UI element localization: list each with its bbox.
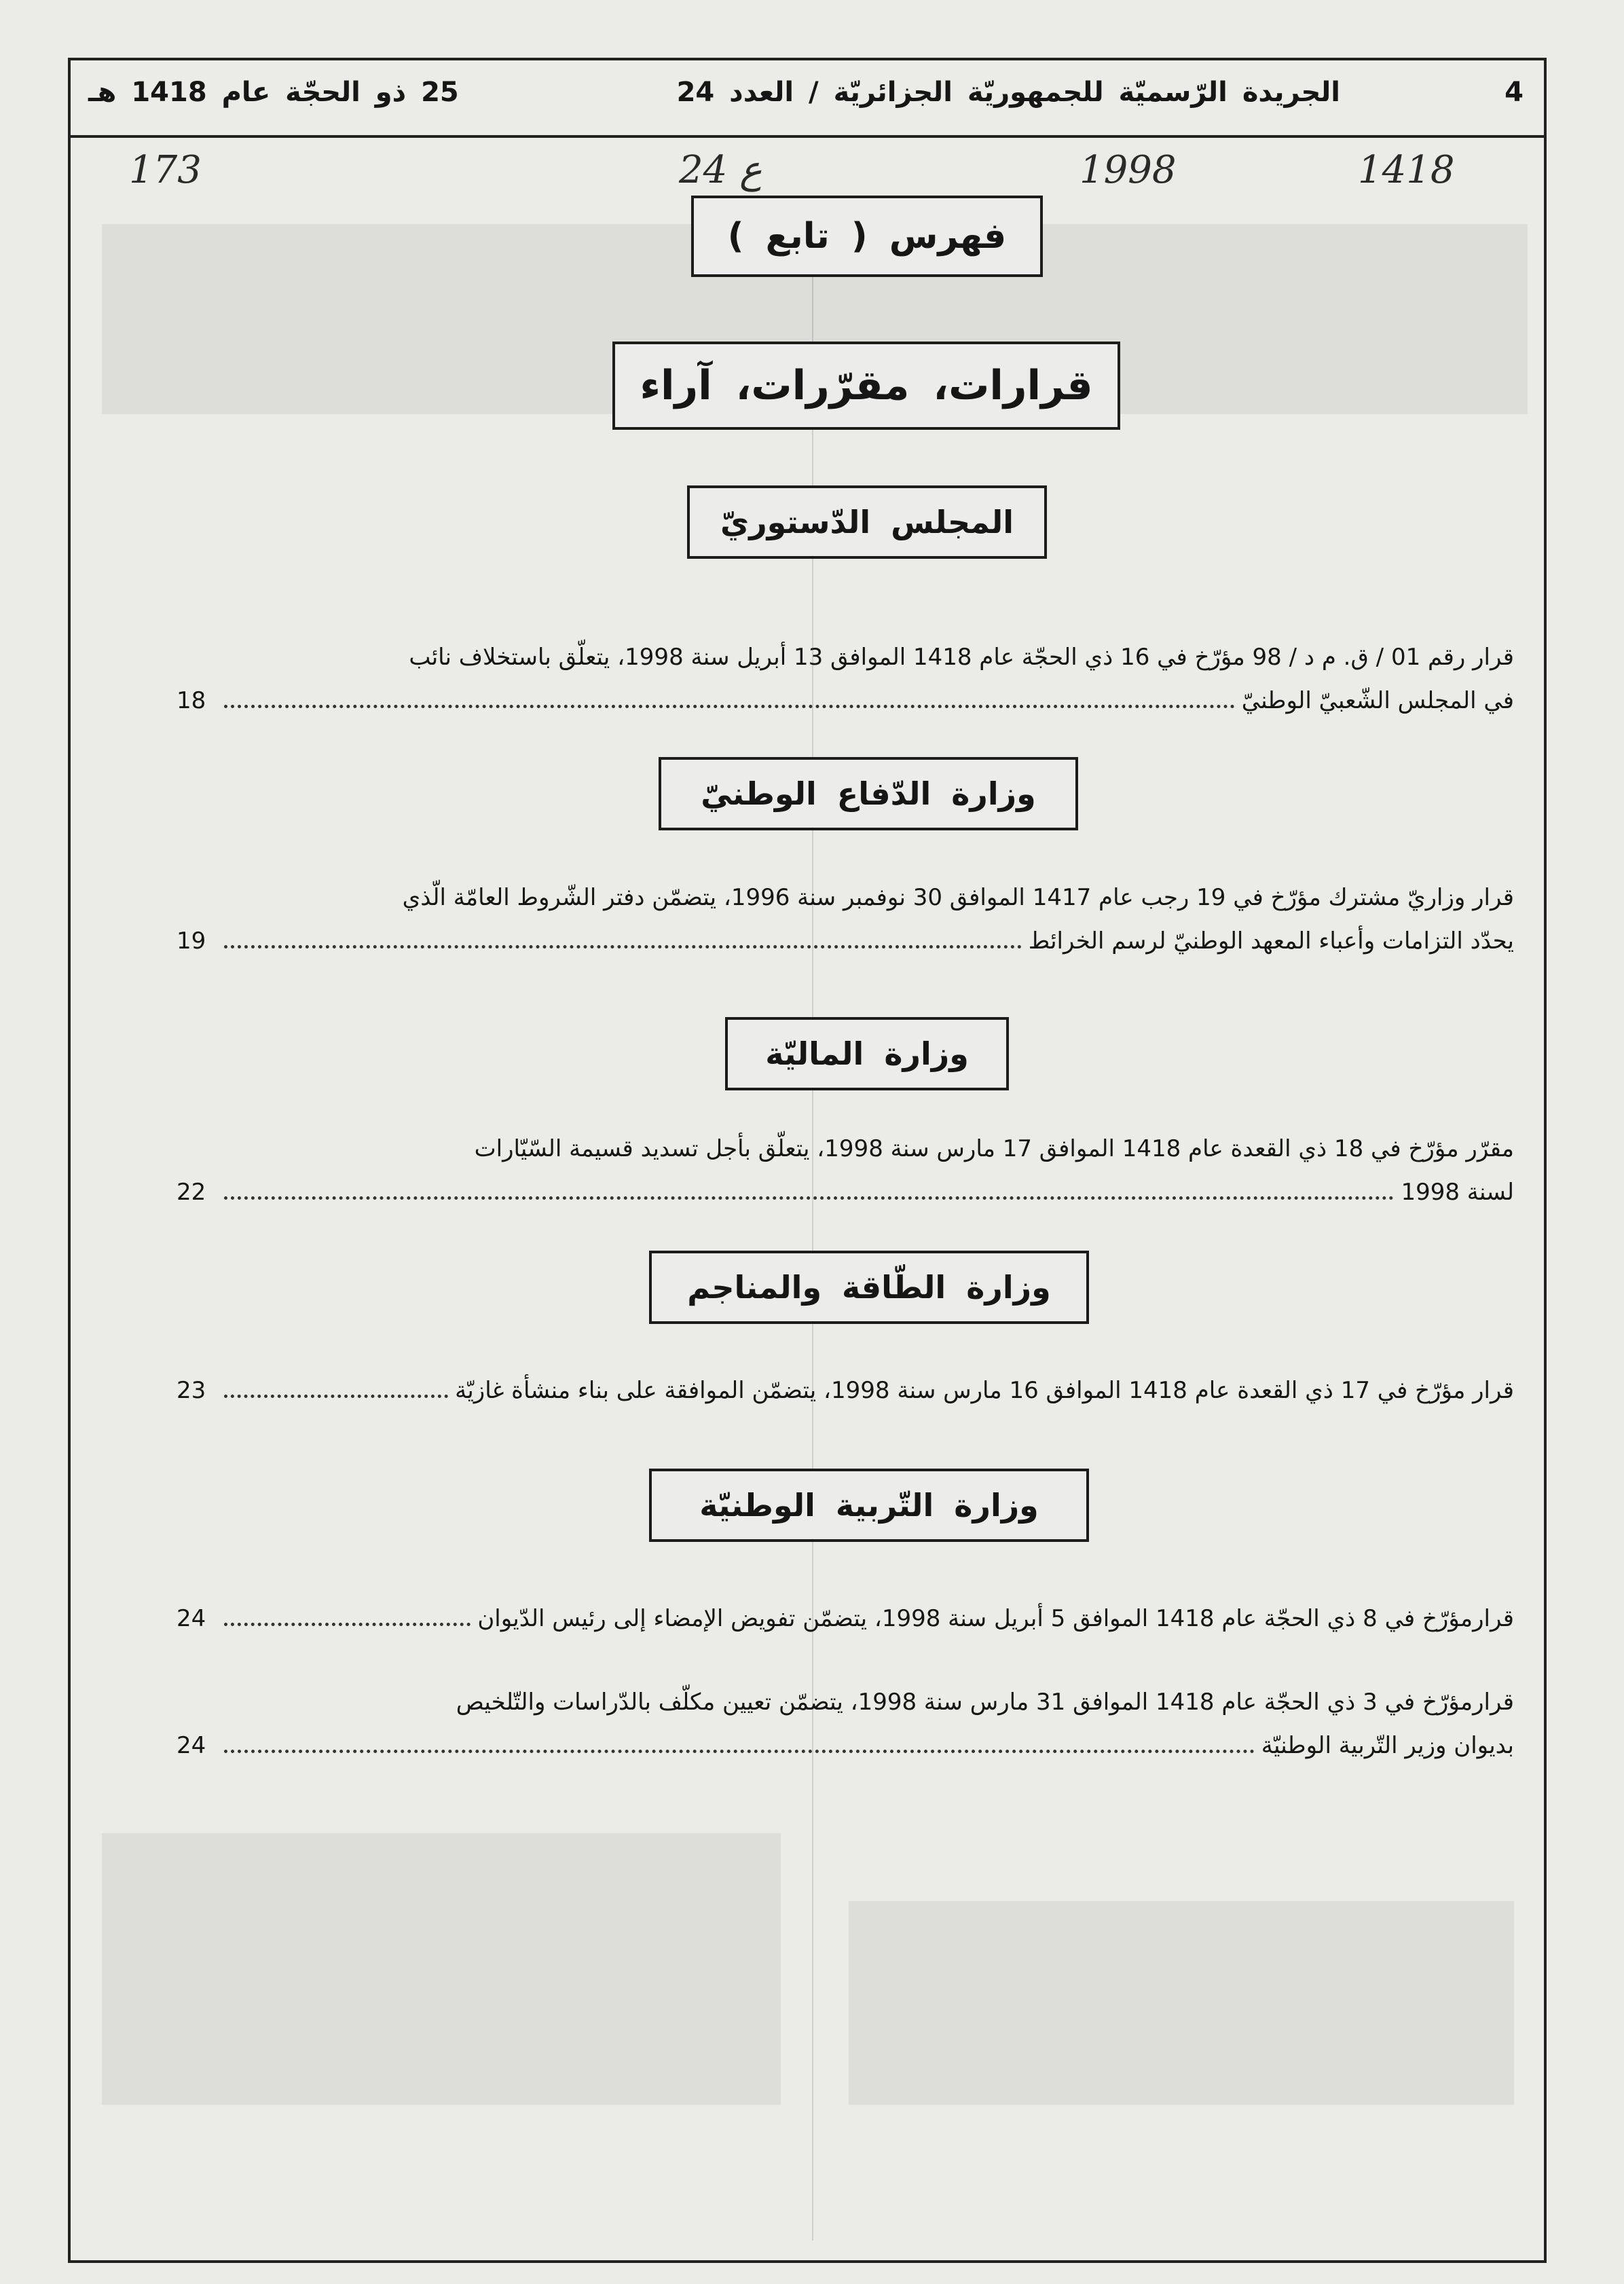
handwritten-issue: 24 ع — [679, 148, 762, 192]
entry-text: قرارمؤرّخ في 3 ذي الحجّة عام 1418 الموافق 31 مارس سنة 1998، يتضمّن تعيين مكلّف بالدّراسات والتّلخيص — [456, 1689, 1514, 1716]
index-entry — [177, 1369, 1514, 1412]
page-number: 4 — [1505, 77, 1524, 108]
leader-dots — [224, 705, 1235, 708]
entry-page-number: 24 — [177, 1605, 206, 1632]
index-entry — [177, 636, 1514, 722]
leader-dots — [224, 1196, 1394, 1200]
ministry-constitutional-council: المجلس الدّستوريّ — [687, 485, 1047, 559]
entry-text: قرار مؤرّخ في 17 ذي القعدة عام 1418 الموافق 16 مارس سنة 1998، يتضمّن الموافقة على بناء منشأة غازيّة — [455, 1377, 1514, 1404]
index-entry — [177, 1597, 1514, 1640]
gazette-title: الجريدة الرّسميّة للجمهوريّة الجزائريّة / العدد 24 — [676, 77, 1340, 108]
entry-text: قرار وزاريّ مشترك مؤرّخ في 19 رجب عام 1417 الموافق 30 نوفمبر سنة 1996، يتضمّن دفتر الشّروط العامّة الّذي — [402, 884, 1514, 911]
entry-text-continued: بديوان وزير التّربية الوطنيّة — [1261, 1732, 1514, 1759]
entry-text: قرار رقم 01 / ق. م د / 98 مؤرّخ في 16 ذي الحجّة عام 1418 الموافق 13 أبريل سنة 1998، يتعلّق باستخلاف نائب — [409, 644, 1514, 671]
show-through-block — [102, 1833, 781, 2105]
leader-dots — [224, 1623, 470, 1626]
entry-page-number: 18 — [177, 687, 206, 714]
entry-page-number: 24 — [177, 1732, 206, 1759]
index-entry — [177, 1127, 1514, 1214]
leader-dots — [224, 1395, 448, 1398]
handwritten-hijri: 1418 — [1358, 148, 1455, 192]
index-entry — [177, 876, 1514, 963]
entry-page-number: 22 — [177, 1179, 206, 1206]
ministry-energy-mines: وزارة الطّاقة والمناجم — [649, 1251, 1089, 1324]
index-title: فهرس ( تابع ) — [691, 196, 1043, 277]
ministry-finance: وزارة الماليّة — [725, 1017, 1009, 1090]
ministry-national-defense: وزارة الدّفاع الوطنيّ — [659, 757, 1078, 830]
ministry-national-education: وزارة التّربية الوطنيّة — [649, 1469, 1089, 1542]
handwritten-note-left: 173 — [129, 148, 202, 192]
entry-text: قرارمؤرّخ في 8 ذي الحجّة عام 1418 الموافق 5 أبريل سنة 1998، يتضمّن تفويض الإمضاء إلى رئيس الدّيوان — [477, 1605, 1514, 1632]
handwritten-year: 1998 — [1079, 148, 1177, 192]
entry-page-number: 23 — [177, 1377, 206, 1404]
entry-text: مقرّر مؤرّخ في 18 ذي القعدة عام 1418 الموافق 17 مارس سنة 1998، يتعلّق بأجل تسديد قسيمة السّيّارات — [474, 1135, 1514, 1162]
entry-text-continued: يحدّد التزامات وأعباء المعهد الوطنيّ لرسم الخرائط — [1028, 927, 1514, 955]
leader-dots — [224, 1750, 1255, 1753]
show-through-block — [849, 1901, 1514, 2105]
section-title: قرارات، مقرّرات، آراء — [612, 342, 1120, 430]
entry-text-continued: في المجلس الشّعبيّ الوطنيّ — [1241, 687, 1514, 714]
gazette-header — [68, 58, 1544, 138]
entry-page-number: 19 — [177, 927, 206, 955]
gazette-date: 25 ذو الحجّة عام 1418 هـ — [88, 77, 459, 108]
index-entry — [177, 1680, 1514, 1767]
entry-text-continued: لسنة 1998 — [1401, 1179, 1514, 1206]
leader-dots — [224, 945, 1022, 948]
